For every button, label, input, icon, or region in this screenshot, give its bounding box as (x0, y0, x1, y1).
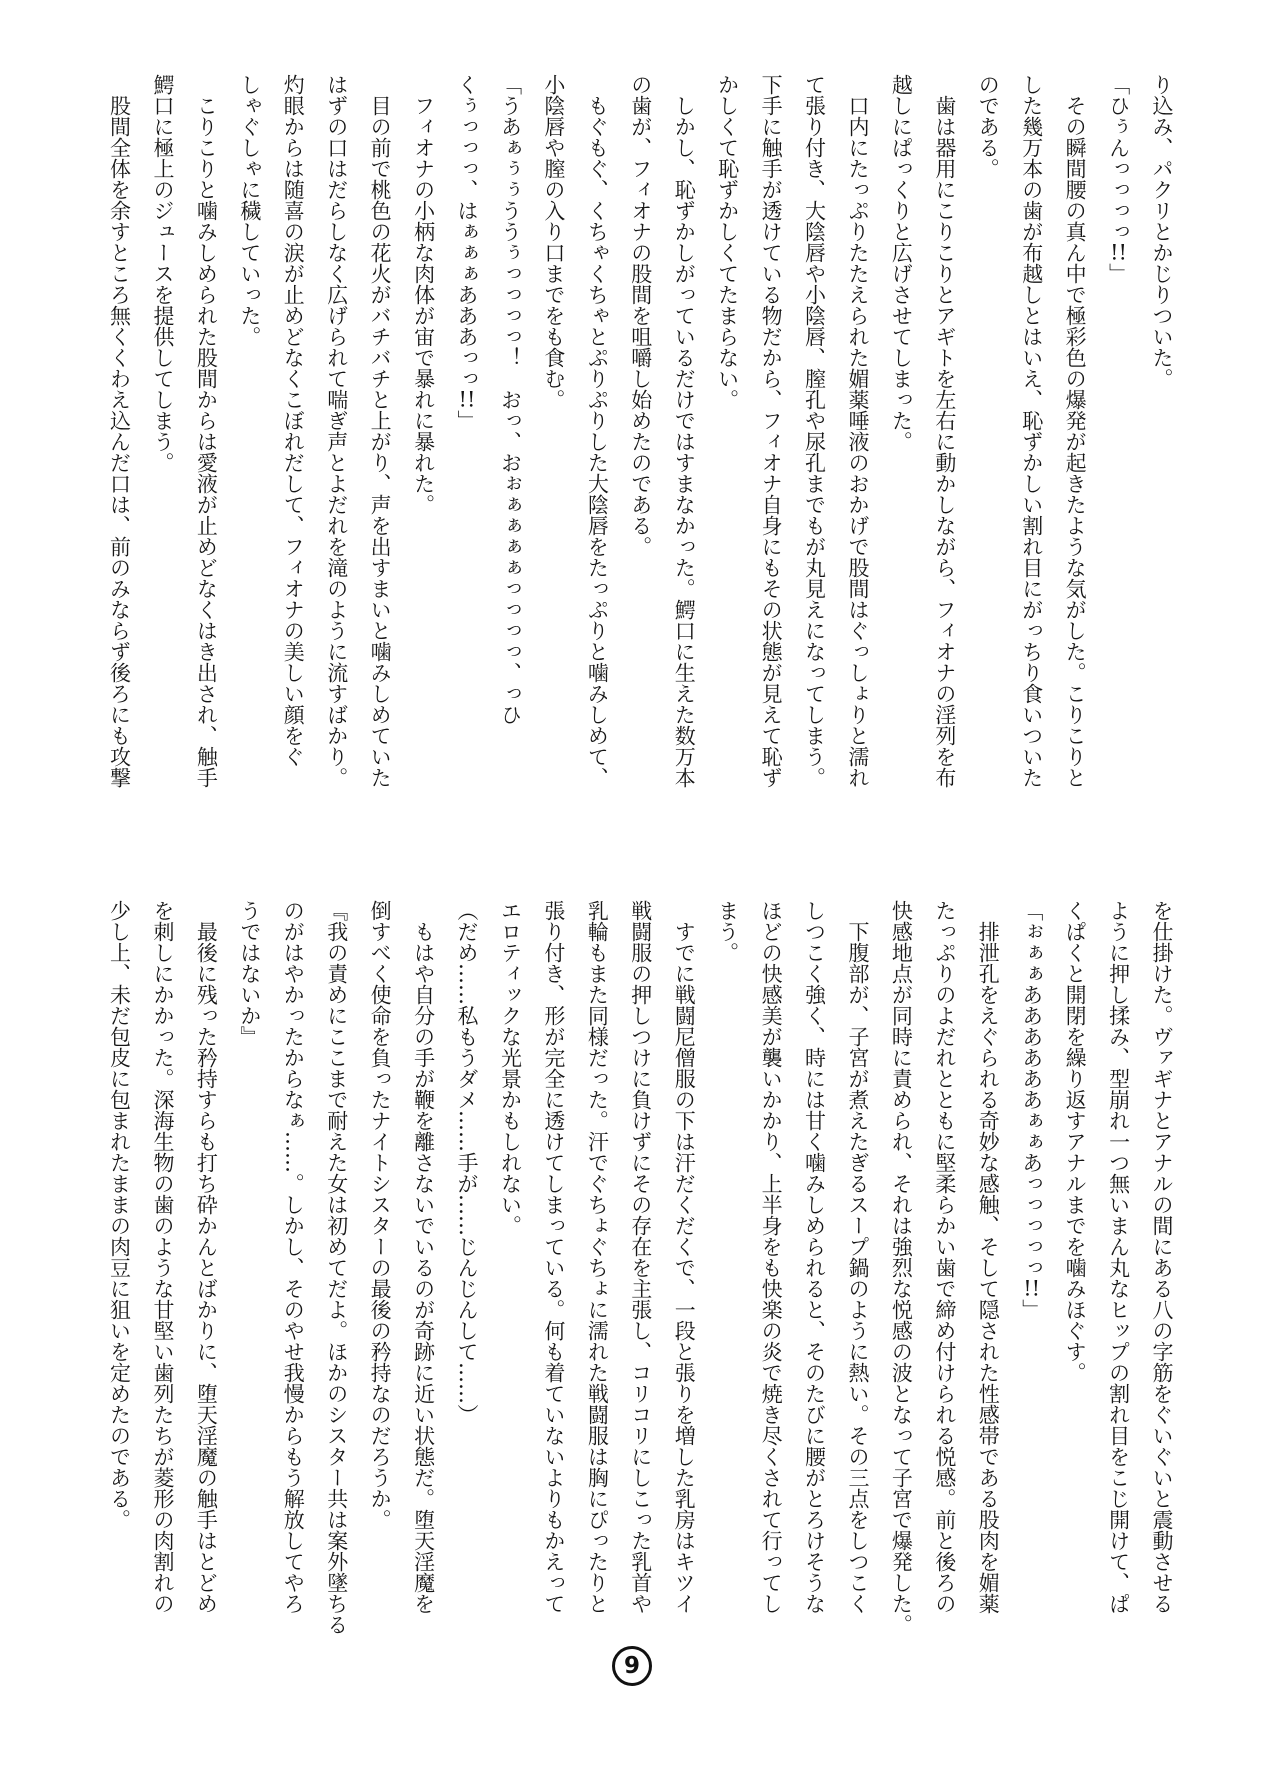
text-column: 「うあぁぅぅううぅっっっっ！ おっ、おぉぁぁぁぁっっっっ、っひ (498, 74, 523, 725)
text-column: 排泄孔をえぐられる奇妙な感触、そして隠された性感帯である股肉を媚薬 (976, 900, 1001, 1614)
text-column: 灼眼からは随喜の涙が止めどなくこぼれだして、フィオナの美しい顔をぐ (281, 74, 306, 767)
text-column: 目の前で桃色の花火がバチバチと上がり、声を出すまいと噛みしめていた (368, 74, 393, 788)
text-column: 戦闘服の押しつけに負けずにその存在を主張し、コリコリにしこった乳首や (628, 900, 653, 1614)
text-column: 乳輪もまた同様だった。汗でぐちょぐちょに濡れた戦闘服は胸にぴったりと (585, 900, 610, 1614)
text-column: 『我の責めにここまで耐えた女は初めてだよ。ほかのシスター共は案外墜ちる (324, 900, 349, 1635)
text-column: のがはやかったからなぁ……。しかし、そのやせ我慢からもう解放してやろ (281, 900, 306, 1614)
text-column: しつこく強く、時には甘く噛みしめられると、そのたびに腰がとろけそうな (802, 900, 827, 1614)
text-column: 「ぉぁぁああああああぁぁあっっっっっ!!」 (1019, 900, 1044, 1320)
text-column: その瞬間腰の真ん中で極彩色の爆発が起きたような気がした。こりこりと (1063, 74, 1088, 788)
tate-chu-yoko-mark: !! (1110, 242, 1127, 263)
text-column: 少し上、未だ包皮に包まれたままの肉豆に狙いを定めたのである。 (107, 900, 132, 1530)
text-column: て張り付き、大陰唇や小陰唇、膣孔や尿孔までもが丸見えになってしまう。 (802, 74, 827, 788)
text-column: はずの口はだらしなく広げられて喘ぎ声とよだれを滝のように流すばかり。 (324, 74, 349, 788)
text-column: 快感地点が同時に責められ、それは強烈な悦感の波となって子宮で爆発した。 (889, 900, 914, 1635)
page-number: 9 (623, 1652, 640, 1679)
text-column: を仕掛けた。ヴァギナとアナルの間にある八の字筋をぐいぐいと震動させる (1150, 900, 1174, 1614)
text-column: ほどの快感美が襲いかかり、上半身をも快楽の炎で焼き尽くされて行ってし (759, 900, 784, 1614)
text-column: ように押し揉み、型崩れ一つ無いまん丸なヒップの割れ目をこじ開けて、ぱ (1106, 900, 1131, 1614)
text-column: うではないか』 (237, 900, 262, 1047)
text-column: の歯が、フィオナの股間を咀嚼し始めたのである。 (628, 74, 653, 557)
page-number-badge (612, 1646, 652, 1686)
text-column: もぐもぐ、くちゃくちゃとぷりぷりした大陰唇をたっぷりと噛みしめて、 (585, 74, 610, 788)
text-column: もはや自分の手が鞭を離さないでいるのが奇跡に近い状態だ。堕天淫魔を (411, 900, 436, 1614)
text-column: 下腹部が、子宮が煮えたぎるスープ鍋のように熱い。その三点をしつこく (845, 900, 870, 1614)
text-column: （だめ……私もうダメ……手が……じんじんして……） (455, 900, 479, 1425)
text-column: こりこりと噛みしめられた股間からは愛液が止めどなくはき出され、触手 (194, 74, 219, 788)
text-column: すでに戦闘尼僧服の下は汗だくだくで、一段と張りを増した乳房はキツイ (672, 900, 697, 1614)
text-column: した幾万本の歯が布越しとはいえ、恥ずかしい割れ目にがっちり食いついた (1019, 74, 1044, 788)
text-column: 「ひぅんっっっっ!!」 (1106, 74, 1131, 284)
tate-chu-yoko-mark: !! (1023, 1278, 1041, 1299)
text-column: のである。 (976, 74, 1001, 179)
text-column: 歯は器用にこりこりとアギトを左右に動かしながら、フィオナの淫列を布 (932, 74, 957, 788)
text-column: を刺しにかかった。深海生物の歯のような甘堅い歯列たちが菱形の肉割れの (150, 900, 175, 1614)
text-column: たっぷりのよだれとともに堅柔らかい歯で締め付けられる悦感。前と後ろの (932, 900, 957, 1614)
text-column: 張り付き、形が完全に透けてしまっている。何も着ていないよりもかえって (541, 900, 566, 1614)
text-column: 最後に残った矜持すらも打ち砕かんとばかりに、堕天淫魔の触手はとどめ (194, 900, 219, 1614)
text-column: 下手に触手が透けている物だから、フィオナ自身にもその状態が見えて恥ず (759, 74, 784, 788)
text-column: り込み、パクリとかじりついた。 (1150, 74, 1174, 389)
text-column: かしくて恥ずかしくてたまらない。 (715, 74, 740, 410)
tate-chu-yoko-mark: !! (458, 389, 476, 410)
text-column: 倒すべく使命を負ったナイトシスターの最後の矜持なのだろうか。 (368, 900, 393, 1530)
text-column: くぱくと開閉を繰り返すアナルまでを噛みほぐす。 (1063, 900, 1088, 1383)
text-column: 股間全体を余すところ無くくわえ込んだ口は、前のみならず後ろにも攻撃 (107, 74, 132, 788)
text-column: 口内にたっぷりたたえられた媚薬唾液のおかげで股間はぐっしょりと濡れ (845, 74, 870, 788)
upper-text-block (97, 74, 1183, 814)
text-column: まう。 (715, 900, 740, 963)
text-column: しゃぐしゃに穢していった。 (237, 74, 262, 347)
text-column: くぅっっっ、はぁぁぁあああっっ!!」 (455, 74, 479, 431)
text-column: 小陰唇や膣の入り口までをも食む。 (541, 74, 566, 410)
lower-text-block (97, 900, 1183, 1640)
text-column: しかし、恥ずかしがっているだけではすまなかった。鰐口に生えた数万本 (672, 74, 697, 788)
text-column: フィオナの小柄な肉体が宙で暴れに暴れた。 (411, 74, 436, 515)
text-column: 鰐口に極上のジュースを提供してしまう。 (150, 74, 175, 473)
text-column: 越しにぱっくりと広げさせてしまった。 (889, 74, 914, 452)
text-column: エロティックな光景かもしれない。 (498, 900, 523, 1236)
